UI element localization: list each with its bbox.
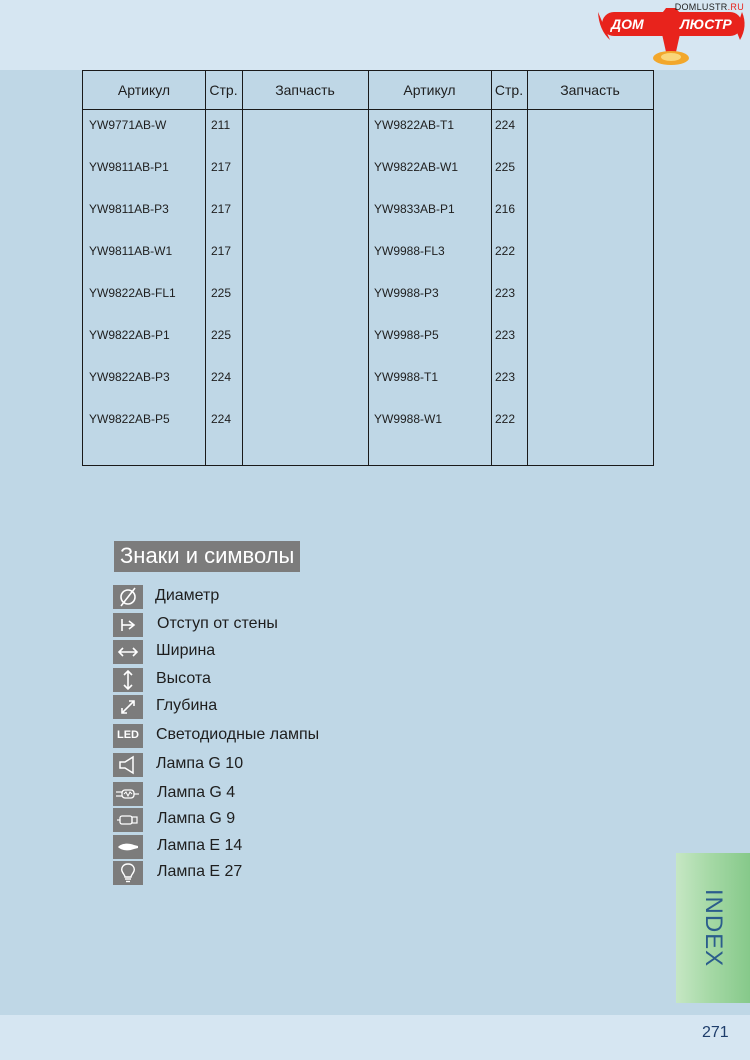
article-cell: YW9811AB-P3 (89, 202, 169, 216)
article-cell: YW9811AB-P1 (89, 160, 169, 174)
diameter-icon (113, 585, 143, 609)
header-article-left: Артикул (117, 82, 171, 98)
article-cell: YW9988-W1 (374, 412, 443, 426)
width-icon (113, 640, 143, 664)
article-cell: YW9833AB-P1 (374, 202, 455, 216)
page-cell: 216 (495, 202, 516, 216)
index-tab[interactable] (676, 853, 750, 1003)
table-divider (205, 71, 206, 465)
header-divider (83, 109, 653, 110)
page-number: 271 (702, 1024, 729, 1041)
page-cell: 224 (211, 370, 232, 384)
page-cell: 224 (211, 412, 232, 426)
header-part-left: Запчасть (275, 82, 335, 98)
symbols-title: Знаки и символы (114, 541, 300, 572)
page-cell: 222 (495, 412, 516, 426)
header-part-right: Запчасть (560, 82, 620, 98)
led-icon-text: LED (117, 729, 139, 741)
logo-word-dom: ДОМ (611, 16, 644, 32)
index-table (82, 70, 654, 466)
lamp-e27-icon (113, 861, 143, 885)
article-cell: YW9988-P5 (374, 328, 439, 342)
article-cell: YW9771AB-W (89, 118, 167, 132)
symbol-label: Лампа G 9 (157, 810, 236, 827)
article-cell: YW9822AB-P5 (89, 412, 170, 426)
lamp-g9-icon (113, 808, 143, 832)
article-cell: YW9988-T1 (374, 370, 439, 384)
article-cell: YW9811AB-W1 (89, 244, 173, 258)
symbol-label: Лампа G 10 (156, 755, 244, 772)
page-cell: 211 (211, 118, 231, 132)
article-cell: YW9822AB-P1 (89, 328, 170, 342)
symbol-label: Глубина (156, 697, 218, 714)
symbol-label: Диаметр (155, 587, 220, 604)
page-cell: 217 (211, 202, 232, 216)
page-cell: 225 (495, 160, 516, 174)
article-cell: YW9822AB-W1 (374, 160, 459, 174)
page-cell: 223 (495, 286, 516, 300)
page-cell: 223 (495, 328, 516, 342)
table-divider (491, 71, 492, 465)
article-cell: YW9988-FL3 (374, 244, 445, 258)
article-cell: YW9822AB-FL1 (89, 286, 176, 300)
table-divider (242, 71, 243, 465)
table-divider (527, 71, 528, 465)
header-page-left: Стр. (209, 82, 238, 98)
header-page-right: Стр. (494, 82, 524, 98)
header-article-right: Артикул (403, 82, 456, 98)
symbol-label: Лампа E 27 (157, 863, 243, 880)
page-cell: 225 (211, 286, 232, 300)
depth-icon (113, 695, 143, 719)
page-cell: 217 (211, 244, 232, 258)
symbol-label: Лампа G 4 (157, 784, 236, 801)
wall-offset-icon (113, 613, 143, 637)
height-icon (113, 668, 143, 692)
lamp-e14-icon (113, 835, 143, 859)
lamp-g4-icon (113, 782, 143, 806)
symbol-label: Ширина (156, 642, 216, 659)
index-tab-label: INDEX (700, 888, 727, 968)
article-cell: YW9988-P3 (374, 286, 439, 300)
page-cell: 223 (495, 370, 516, 384)
page-cell: 217 (211, 160, 232, 174)
logo-word-lustr: ЛЮСТР (680, 16, 732, 32)
page-cell: 225 (211, 328, 232, 342)
page-cell: 224 (495, 118, 516, 132)
table-divider (368, 71, 369, 465)
domlustr-logo[interactable] (596, 0, 750, 72)
logo-site-text: DOMLUSTR (674, 2, 728, 12)
article-cell: YW9822AB-P3 (89, 370, 170, 384)
logo-site-suffix: .RU (727, 2, 744, 12)
symbol-label: Светодиодные лампы (156, 726, 320, 743)
article-cell: YW9822AB-T1 (374, 118, 455, 132)
symbol-label: Лампа E 14 (157, 837, 243, 854)
symbol-label: Отступ от стены (157, 615, 278, 632)
bottom-band (0, 1015, 750, 1060)
led-icon (113, 724, 143, 748)
symbol-label: Высота (156, 670, 211, 687)
lamp-g10-icon (113, 753, 143, 777)
page-cell: 222 (495, 244, 516, 258)
